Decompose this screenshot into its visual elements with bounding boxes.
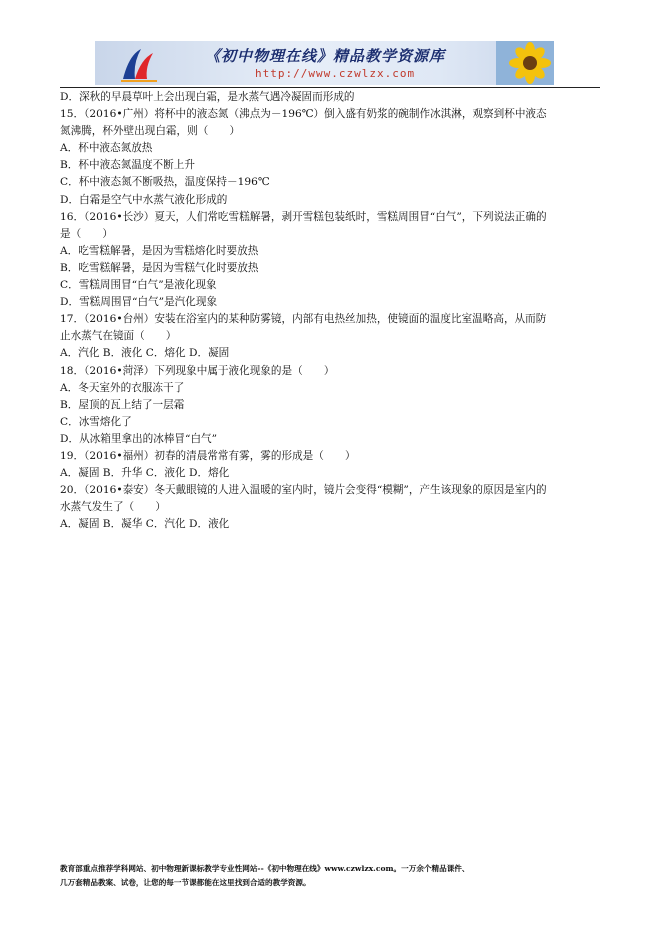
footer-line: 几万套精品教案、试卷，让您的每一节课都能在这里找到合适的教学资源。 (60, 877, 311, 887)
option-c: C．冰雪熔化了 (60, 415, 132, 428)
header-title: 《初中物理在线》精品教学资源库 (205, 47, 446, 65)
question-20-line: 20．（2016•泰安）冬天戴眼镜的人进入温暖的室内时，镜片会变得“模糊”，产生该现象的原因是室内的 (60, 484, 547, 497)
option-b: B．吃雪糕解暑，是因为雪糕气化时要放热 (60, 261, 259, 274)
option-b: B．屋顶的瓦上结了一层霜 (60, 398, 185, 411)
header-url[interactable]: http://www.czwlzx.com (255, 67, 416, 80)
text-line: 止水蒸气在镜面（ ） (60, 330, 177, 343)
page-footer (60, 862, 620, 889)
question-17-line: 17．（2016•台州）安装在浴室内的某种防雾镜，内部有电热丝加热，使镜面的温度比室温略高，从而防 (60, 313, 547, 326)
options-line: A．凝固 B．凝华 C．汽化 D．液化 (60, 518, 230, 531)
options-line: A．凝固 B．升华 C．液化 D．熔化 (60, 467, 230, 480)
option-b: B．杯中液态氮温度不断上升 (60, 159, 195, 172)
logo-icon (119, 45, 159, 83)
option-d: D．从冰箱里拿出的冰棒冒“白气” (60, 432, 218, 445)
option-a: A．杯中液态氮放热 (60, 142, 153, 155)
option-a: A．冬天室外的衣服冻干了 (60, 381, 185, 394)
question-19-line: 19．（2016•福州）初春的清晨常常有雾，雾的形成是（ ） (60, 449, 356, 462)
text-line: 水蒸气发生了（ ） (60, 501, 166, 514)
sunflower-image (496, 41, 554, 85)
option-a: A．吃雪糕解暑，是因为雪糕熔化时要放热 (60, 244, 259, 257)
footer-line: 教育部重点推荐学科网站、初中物理新课标教学专业性网站--《初中物理在线》www.czwlzx.com。一万余个精品课件、 (60, 864, 470, 873)
question-15-line: 15．（2016•广州）将杯中的液态氮（沸点为－196℃）倒入盛有奶浆的碗制作冰淇淋，观察到杯中液态 (60, 108, 547, 121)
question-18-line: 18．（2016•菏泽）下列现象中属于液化现象的是（ ） (60, 364, 335, 377)
text-line: 氮沸腾，杯外壁出现白霜，则（ ） (60, 125, 241, 138)
header-banner (95, 41, 554, 85)
option-c: C．雪糕周围冒“白气”是液化现象 (60, 279, 217, 292)
text-line: D．深秋的早晨草叶上会出现白霜，是水蒸气遇冷凝固而形成的 (60, 91, 355, 103)
options-line: A．汽化 B．液化 C．熔化 D．凝固 (60, 347, 230, 360)
option-d: D．白霜是空气中水蒸气液化形成的 (60, 193, 228, 206)
question-16-line: 16．（2016•长沙）夏天，人们常吃雪糕解暑，剥开雪糕包装纸时，雪糕周围冒“白气”，下列说法正确的 (60, 210, 547, 223)
header-divider (60, 87, 600, 88)
option-d: D．雪糕周围冒“白气”是汽化现象 (60, 296, 218, 309)
option-c: C．杯中液态氮不断吸热，温度保持－196℃ (60, 176, 270, 189)
text-line: 是（ ） (60, 227, 113, 240)
question-list (60, 89, 600, 533)
